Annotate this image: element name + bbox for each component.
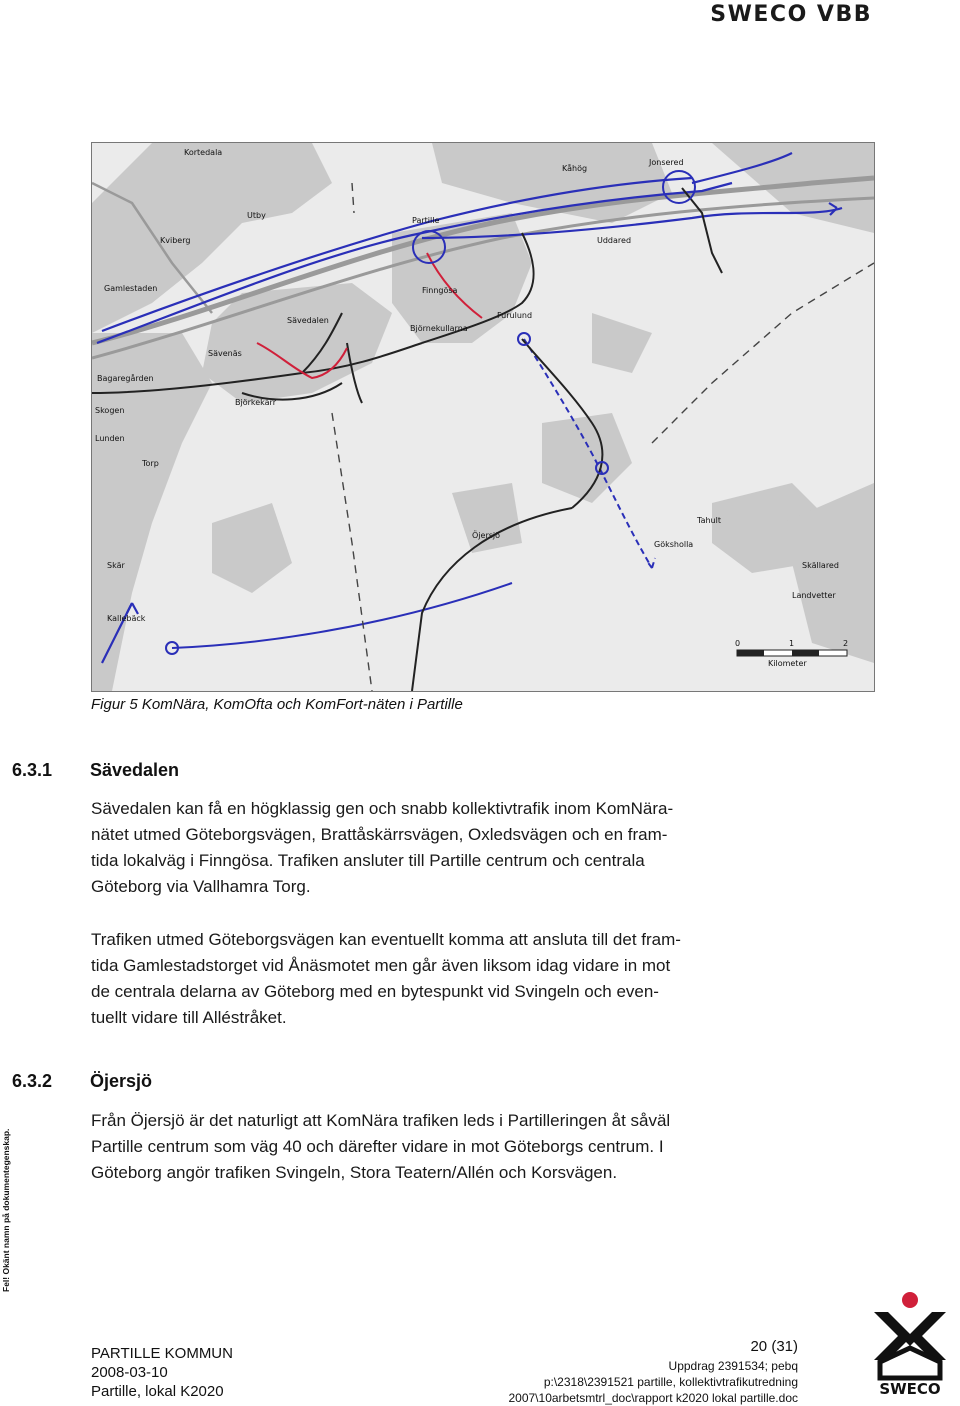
place-label: Torp <box>142 459 159 468</box>
text-line: nätet utmed Göteborgsvägen, Brattåskärrsvägen, Oxledsvägen och en fram- <box>91 825 668 844</box>
sweco-logo-text: SWECO <box>879 1380 941 1398</box>
text-line: Göteborg angör trafiken Svingeln, Stora Teatern/Allén och Korsvägen. <box>91 1163 618 1182</box>
footer-line: 2007\10arbetsmtrl_doc\rapport k2020 lokal partille.doc <box>508 1391 798 1405</box>
place-label: Skogen <box>95 406 125 415</box>
place-label: Kviberg <box>160 236 191 245</box>
paragraph <box>91 927 811 1031</box>
place-label: Partille <box>412 216 440 225</box>
text-line: de centrala delarna av Göteborg med en bytespunkt vid Svingeln och even- <box>91 982 659 1001</box>
place-label: Finngösa <box>422 286 458 295</box>
text-line: Göteborg via Vallhamra Torg. <box>91 877 311 896</box>
document-property-error: Fel! Okänt namn på dokumentegenskap. <box>1 1128 11 1292</box>
section-title: Öjersjö <box>90 1071 153 1091</box>
text-line: tida Gamlestadstorget vid Ånäsmotet men går även liksom idag vidare in mot <box>91 956 671 975</box>
text-line: tuellt vidare till Alléstråket. <box>91 1008 287 1027</box>
place-label: Tahult <box>697 516 721 525</box>
scale-tick: 2 <box>843 639 849 648</box>
text-line: tida lokalväg i Finngösa. Trafiken ansluter till Partille centrum och centrala <box>91 851 645 870</box>
place-label: Björnekullarna <box>410 324 468 333</box>
section-number: 6.3.2 <box>12 1071 53 1091</box>
place-label: Sävenäs <box>208 349 242 358</box>
route-map <box>91 142 875 692</box>
place-label: Uddared <box>597 236 632 245</box>
place-label: Öjersjö <box>472 531 501 540</box>
place-label: Jonsered <box>649 158 684 167</box>
paragraph <box>91 1108 811 1186</box>
paragraph <box>91 796 811 900</box>
sweco-vbb-logo: SWECO VBB <box>710 2 872 27</box>
place-label: Skällared <box>802 561 839 570</box>
page-number: 20 (31) <box>750 1338 798 1355</box>
sweco-logo-icon <box>868 1290 952 1398</box>
place-label: Kortedala <box>184 148 223 157</box>
place-label: Landvetter <box>792 591 836 600</box>
text-line: Partille centrum som väg 40 och därefter vidare in mot Göteborgs centrum. I <box>91 1137 664 1156</box>
place-label: Kåhög <box>562 164 588 173</box>
text-line: Från Öjersjö är det naturligt att KomNära trafiken leds i Partilleringen åt såväl <box>91 1111 671 1130</box>
scale-label: Kilometer <box>768 659 807 668</box>
scale-tick: 0 <box>735 639 741 648</box>
footer-line: 2008-03-10 <box>91 1364 168 1381</box>
section-title: Sävedalen <box>90 760 180 780</box>
place-label: Gamlestaden <box>104 284 158 293</box>
place-label: Bagaregården <box>97 374 154 383</box>
sweco-logo <box>868 1290 952 1403</box>
route-map-svg <box>92 143 874 691</box>
place-label: Lunden <box>95 434 125 443</box>
footer-line: p:\2318\2391521 partille, kollektivtrafikutredning <box>543 1375 798 1389</box>
figure-caption: Figur 5 KomNära, KomOfta och KomFort-näten i Partille <box>91 696 463 713</box>
footer-line: PARTILLE KOMMUN <box>91 1345 233 1362</box>
scale-tick: 1 <box>789 639 795 648</box>
place-label: Utby <box>247 211 266 220</box>
place-label: Skär <box>107 561 125 570</box>
footer-line: Partille, lokal K2020 <box>91 1383 224 1400</box>
section-number: 6.3.1 <box>12 760 53 780</box>
text-line: Trafiken utmed Göteborgsvägen kan eventuellt komma att ansluta till det fram- <box>91 930 681 949</box>
place-label: Göksholla <box>654 540 694 549</box>
footer-left <box>91 1344 233 1401</box>
footer-line: Uppdrag 2391534; pebq <box>668 1359 798 1373</box>
footer-right <box>508 1336 798 1406</box>
place-label: Kallebäck <box>107 614 146 623</box>
place-label: Furulund <box>497 311 533 320</box>
place-label: Björkekärr <box>235 398 276 407</box>
place-label: Sävedalen <box>287 316 329 325</box>
text-line: Sävedalen kan få en högklassig gen och snabb kollektivtrafik inom KomNära- <box>91 799 674 818</box>
